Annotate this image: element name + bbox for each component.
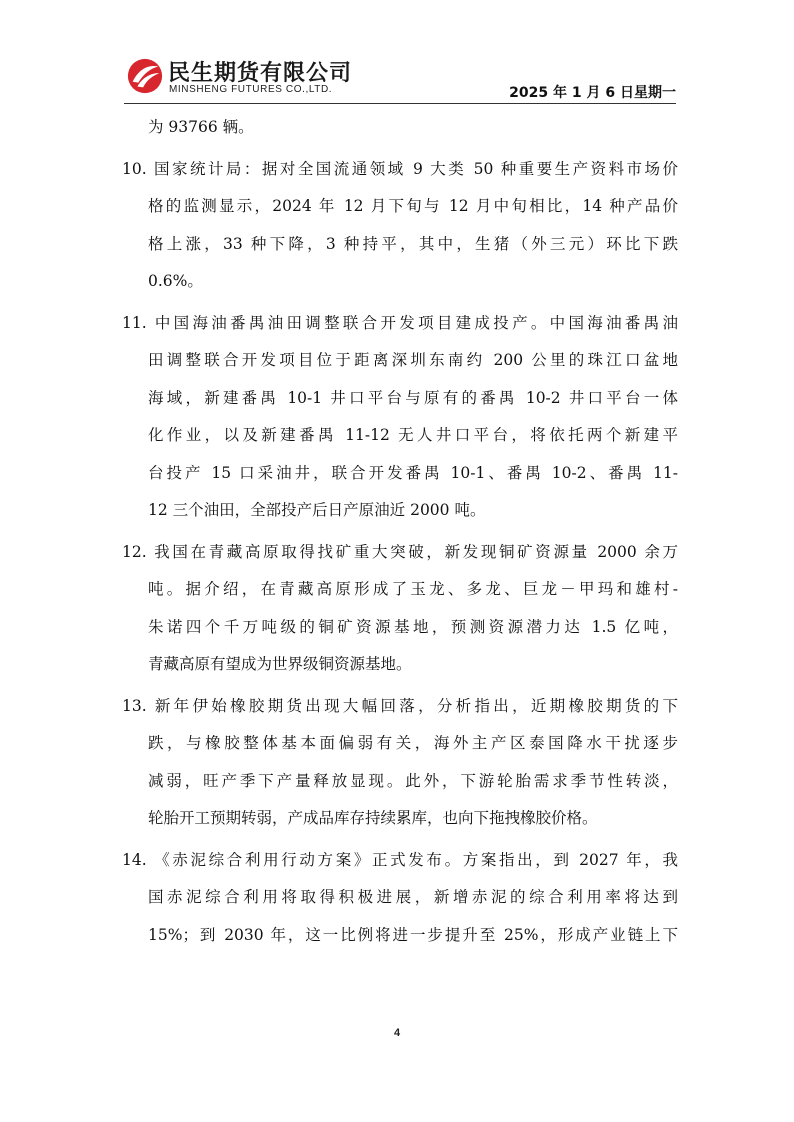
text-line: 国赤泥综合利用将取得积极进展，新增赤泥的综合利用率将达到	[148, 888, 678, 906]
report-date: 2025 年 1 月 6 日星期一	[509, 85, 676, 101]
text-line: 12 三个油田，全部投产后日产原油近 2000 吨。	[148, 501, 486, 519]
text-line: 吨。据介绍，在青藏高原形成了玉龙、多龙、巨龙－甲玛和雄村-	[148, 580, 678, 598]
text-line: 10. 国家统计局：据对全国流通领域 9 大类 50 种重要生产资料市场价	[122, 159, 678, 178]
text-line: 减弱，旺产季下产量释放显现。此外，下游轮胎需求季节性转淡，	[148, 771, 678, 790]
text-line: 14. 《赤泥综合利用行动方案》正式发布。方案指出，到 2027 年，我	[122, 850, 678, 869]
company-name-cn: 民生期货有限公司	[168, 61, 353, 86]
company-name-en: MINSHENG FUTURES CO.,LTD.	[169, 84, 333, 95]
text-line: 海域，新建番禺 10-1 井口平台与原有的番禺 10-2 井口平台一体	[148, 388, 678, 407]
minsheng-logo-icon	[126, 57, 164, 95]
text-line: 13. 新年伊始橡胶期货出现大幅回落，分析指出，近期橡胶期货的下	[122, 696, 678, 715]
text-line: 轮胎开工预期转弱，产成品库存持续累库，也向下拖拽橡胶价格。	[148, 809, 598, 827]
text-line: 朱诺四个千万吨级的铜矿资源基地，预测资源潜力达 1.5 亿吨，	[148, 617, 678, 636]
news-body	[122, 109, 678, 954]
text-line: 15%；到 2030 年，这一比例将进一步提升至 25%，形成产业链上下	[148, 925, 678, 944]
text-line: 台投产 15 口采油井，联合开发番禺 10-1、番禺 10-2、番禺 11-	[148, 463, 678, 482]
text-line: 跌，与橡胶整体基本面偏弱有关，海外主产区泰国降水干扰逐步	[148, 734, 678, 752]
text-line: 0.6%。	[148, 272, 203, 290]
text-line: 化作业，以及新建番禺 11-12 无人井口平台，将依托两个新建平	[148, 426, 678, 444]
page-header	[124, 52, 676, 104]
header-divider	[124, 103, 676, 104]
text-line: 田调整联合开发项目位于距离深圳东南约 200 公里的珠江口盆地	[148, 351, 678, 369]
text-line: 为 93766 辆。	[148, 118, 254, 136]
text-line: 格上涨，33 种下降，3 种持平，其中，生猪（外三元）环比下跌	[148, 234, 678, 253]
text-line: 青藏高原有望成为世界级铜资源基地。	[148, 655, 412, 673]
page-number: 4	[393, 1027, 401, 1039]
text-line: 格的监测显示，2024 年 12 月下旬与 12 月中旬相比，14 种产品价	[148, 197, 678, 215]
text-line: 12. 我国在青藏高原取得找矿重大突破，新发现铜矿资源量 2000 余万	[122, 542, 678, 561]
text-line: 11. 中国海油番禺油田调整联合开发项目建成投产。中国海油番禺油	[122, 313, 678, 332]
